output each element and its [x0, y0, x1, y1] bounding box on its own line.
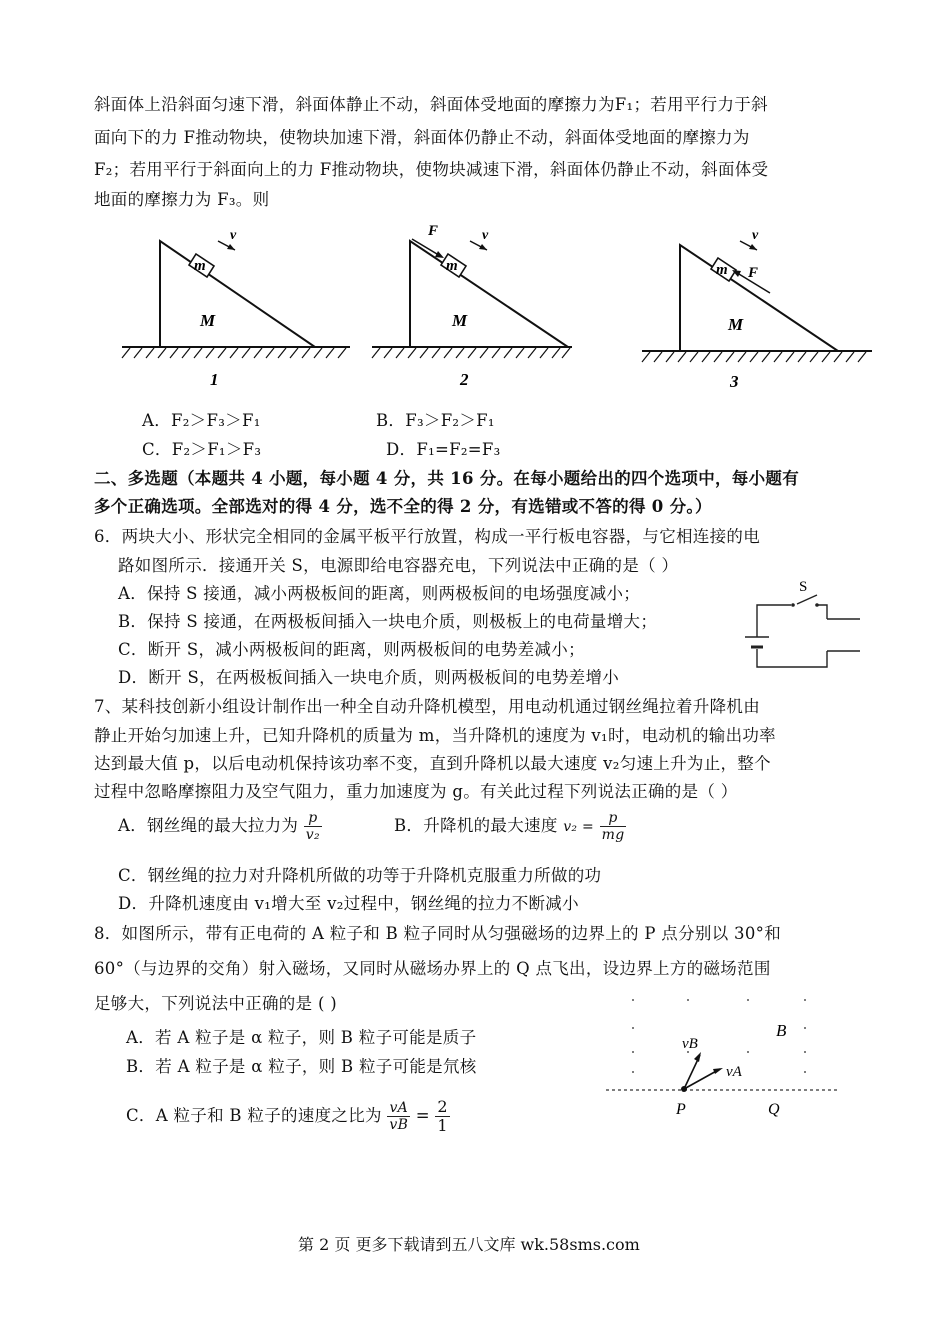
- incline-figure-2: [372, 223, 572, 389]
- section2-heading-line-1: 二、多选题（本题共 4 小题，每小题 4 分，共 16 分。在每小题给出的四个选项中，每小题有: [94, 469, 799, 488]
- q7-stem-line-3: 达到最大值 p，以后电动机保持该功率不变，直到升降机以最大速度 v₂匀速上升为止，整个: [94, 754, 771, 773]
- incline-figures: [110, 215, 890, 400]
- point-P-label: P: [676, 1101, 686, 1118]
- q7-option-b-lhs: v₂ =: [563, 819, 595, 835]
- q7-option-d: D．升降机速度由 v₁增大至 v₂过程中，钢丝绳的拉力不断减小: [118, 894, 579, 913]
- q8-c-ratio-denominator: 1: [437, 1116, 448, 1135]
- q6-option-c: C．断开 S，减小两极板间的距离，则两极板间的电势差减小；: [118, 640, 585, 659]
- velocity-vB-label: vB: [682, 1036, 698, 1052]
- capacitor-circuit-diagram: [735, 575, 865, 675]
- q8-option-b: B．若 A 粒子是 α 粒子，则 B 粒子可能是氘核: [126, 1057, 477, 1076]
- incline-M-label-1: M: [200, 311, 216, 330]
- block-m-label-2: m: [446, 258, 458, 274]
- block-m-label-3: m: [716, 262, 728, 278]
- q5-option-a: A．F₂＞F₃＞F₁: [142, 411, 261, 430]
- q7-stem-line-2: 静止开始匀加速上升，已知升降机的质量为 m，当升降机的速度为 v₁时，电动机的输出功率: [94, 726, 776, 745]
- q8-option-c-velocity-fraction: [387, 1100, 410, 1133]
- intro-line-4: 地面的摩擦力为 F₃。则: [94, 190, 270, 209]
- q8-option-c: [126, 1098, 450, 1135]
- q5-option-d: D．F₁=F₂=F₃: [386, 440, 501, 459]
- q7-a-denominator: v₂: [305, 827, 320, 843]
- q6-option-b: B．保持 S 接通，在两极板间插入一块电介质，则极板上的电荷量增大；: [118, 612, 658, 631]
- q8-option-c-equals: =: [415, 1106, 430, 1125]
- q8-stem-line-2: 60°（与边界的交角）射入磁场，又同时从磁场办界上的 Q 点飞出，设边界上方的磁场范围: [94, 959, 771, 978]
- q7-option-b-text: B．升降机的最大速度: [394, 816, 558, 835]
- q7-stem-line-1: 7、某科技创新小组设计制作出一种全自动升降机模型，用电动机通过钢丝绳拉着升降机由: [94, 697, 760, 716]
- velocity-vA-label: vA: [726, 1064, 742, 1080]
- q6-option-d: D．断开 S，在两极板间插入一块电介质，则两极板间的电势差增小: [118, 668, 620, 687]
- q6-option-a: A．保持 S 接通，减小两极板间的距离，则两极板间的电场强度减小；: [118, 584, 641, 603]
- q5-option-c: C．F₂＞F₁＞F₃: [142, 440, 262, 459]
- incline-M-label-3: M: [728, 315, 744, 334]
- incline-M-label-2: M: [452, 311, 468, 330]
- velocity-label-1: v: [230, 228, 237, 243]
- q6-stem-line-1: 6．两块大小、形状完全相同的金属平板平行放置，构成一平行板电容器，与它相连接的电: [94, 527, 760, 546]
- q6-stem-line-2: 路如图所示．接通开关 S，电源即给电容器充电，下列说法中正确的是（ ）: [118, 556, 679, 575]
- q8-stem-line-1: 8．如图所示，带有正电荷的 A 粒子和 B 粒子同时从匀强磁场的边界上的 P 点分别以 30°和: [94, 924, 781, 943]
- q7-stem-line-4: 过程中忽略摩擦阻力及空气阻力，重力加速度为 g。有关此过程下列说法正确的是（ ）: [94, 782, 738, 801]
- velocity-label-3: v: [752, 228, 759, 243]
- q8-c-numerator: vA: [387, 1100, 410, 1117]
- q8-option-c-ratio-fraction: [435, 1098, 449, 1135]
- q7-option-b-fraction: [600, 810, 627, 843]
- section2-heading-line-2: 多个正确选项。全部选对的得 4 分，选不全的得 2 分，有选错或不答的得 0 分。）: [94, 497, 712, 516]
- q8-c-denominator: vB: [389, 1117, 409, 1133]
- q8-stem-line-3: 足够大，下列说法中正确的是 ( ): [94, 994, 337, 1013]
- page-footer: 第 2 页 更多下载请到五八文库 wk.58sms.com: [298, 1235, 640, 1254]
- velocity-label-2: v: [482, 228, 489, 243]
- figure-caption-3: 3: [730, 372, 739, 391]
- figure-caption-2: 2: [460, 370, 469, 389]
- switch-s-label: S: [799, 579, 808, 595]
- point-Q-label: Q: [768, 1101, 780, 1118]
- q7-option-a: [118, 810, 322, 843]
- incline-figure-1: [122, 228, 350, 389]
- q7-option-a-text: A．钢丝绳的最大拉力为: [118, 816, 299, 835]
- q7-b-denominator: mg: [601, 827, 625, 843]
- q5-option-b: B．F₃＞F₂＞F₁: [376, 411, 495, 430]
- intro-line-2: 面向下的力 F推动物块，使物块加速下滑，斜面体仍静止不动，斜面体受地面的摩擦力为: [94, 128, 750, 147]
- force-F-label-3: F: [748, 265, 759, 281]
- q8-option-a: A．若 A 粒子是 α 粒子，则 B 粒子可能是质子: [126, 1028, 477, 1047]
- q8-option-c-text: C．A 粒子和 B 粒子的速度之比为: [126, 1106, 382, 1125]
- figure-caption-1: 1: [210, 370, 219, 389]
- q7-option-b: [394, 810, 626, 843]
- incline-figure-3: [642, 228, 872, 391]
- force-F-label-2: F: [428, 223, 439, 239]
- q7-option-a-fraction: [304, 810, 322, 843]
- block-m-label-1: m: [194, 258, 206, 274]
- q7-b-numerator: p: [600, 810, 627, 827]
- field-B-label: B: [776, 1021, 787, 1040]
- q8-c-ratio-numerator: 2: [437, 1097, 448, 1116]
- q7-a-numerator: p: [304, 810, 322, 827]
- q7-option-c: C．钢丝绳的拉力对升降机所做的功等于升降机克服重力所做的功: [118, 866, 602, 885]
- intro-line-3: F₂；若用平行于斜面向上的力 F推动物块，使物块减速下滑，斜面体仍静止不动，斜面体受: [94, 160, 769, 179]
- magnetic-field-diagram: [600, 990, 840, 1125]
- intro-line-1: 斜面体上沿斜面匀速下滑，斜面体静止不动，斜面体受地面的摩擦力为F₁；若用平行力于斜: [94, 95, 768, 114]
